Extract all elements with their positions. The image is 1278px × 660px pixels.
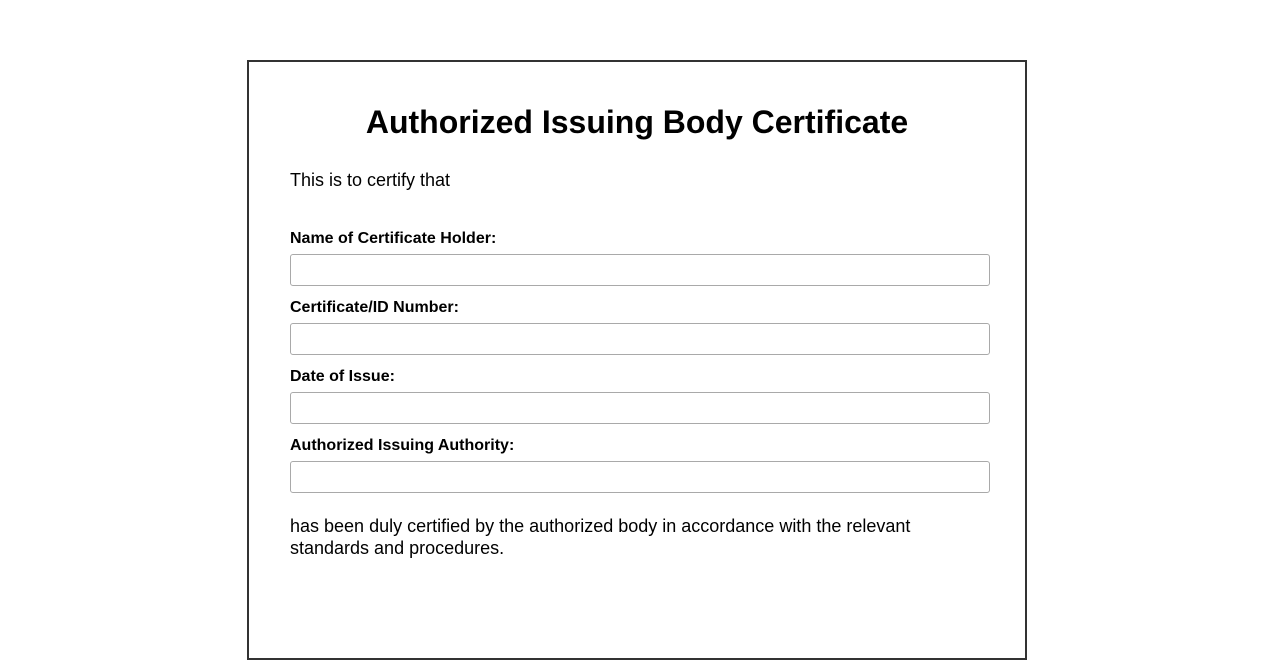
issuing-authority-label: Authorized Issuing Authority:	[290, 437, 515, 454]
certificate-panel	[247, 60, 1027, 660]
certificate-title: Authorized Issuing Body Certificate	[365, 104, 909, 140]
issuing-authority-field-group	[290, 436, 990, 493]
issuing-authority-input[interactable]	[290, 461, 990, 493]
issue-date-label: Date of Issue:	[290, 368, 395, 385]
holder-name-field-group	[290, 229, 990, 286]
issue-date-input[interactable]	[290, 392, 990, 424]
holder-name-label: Name of Certificate Holder:	[290, 230, 497, 247]
intro-text: This is to certify that	[290, 170, 451, 190]
closing-text: has been duly certified by the authorized body in accordance with the relevant standards and procedures.	[290, 516, 911, 558]
certificate-id-input[interactable]	[290, 323, 990, 355]
certificate-id-field-group	[290, 298, 990, 355]
holder-name-input[interactable]	[290, 254, 990, 286]
issue-date-field-group	[290, 367, 990, 424]
certificate-id-label: Certificate/ID Number:	[290, 299, 459, 316]
